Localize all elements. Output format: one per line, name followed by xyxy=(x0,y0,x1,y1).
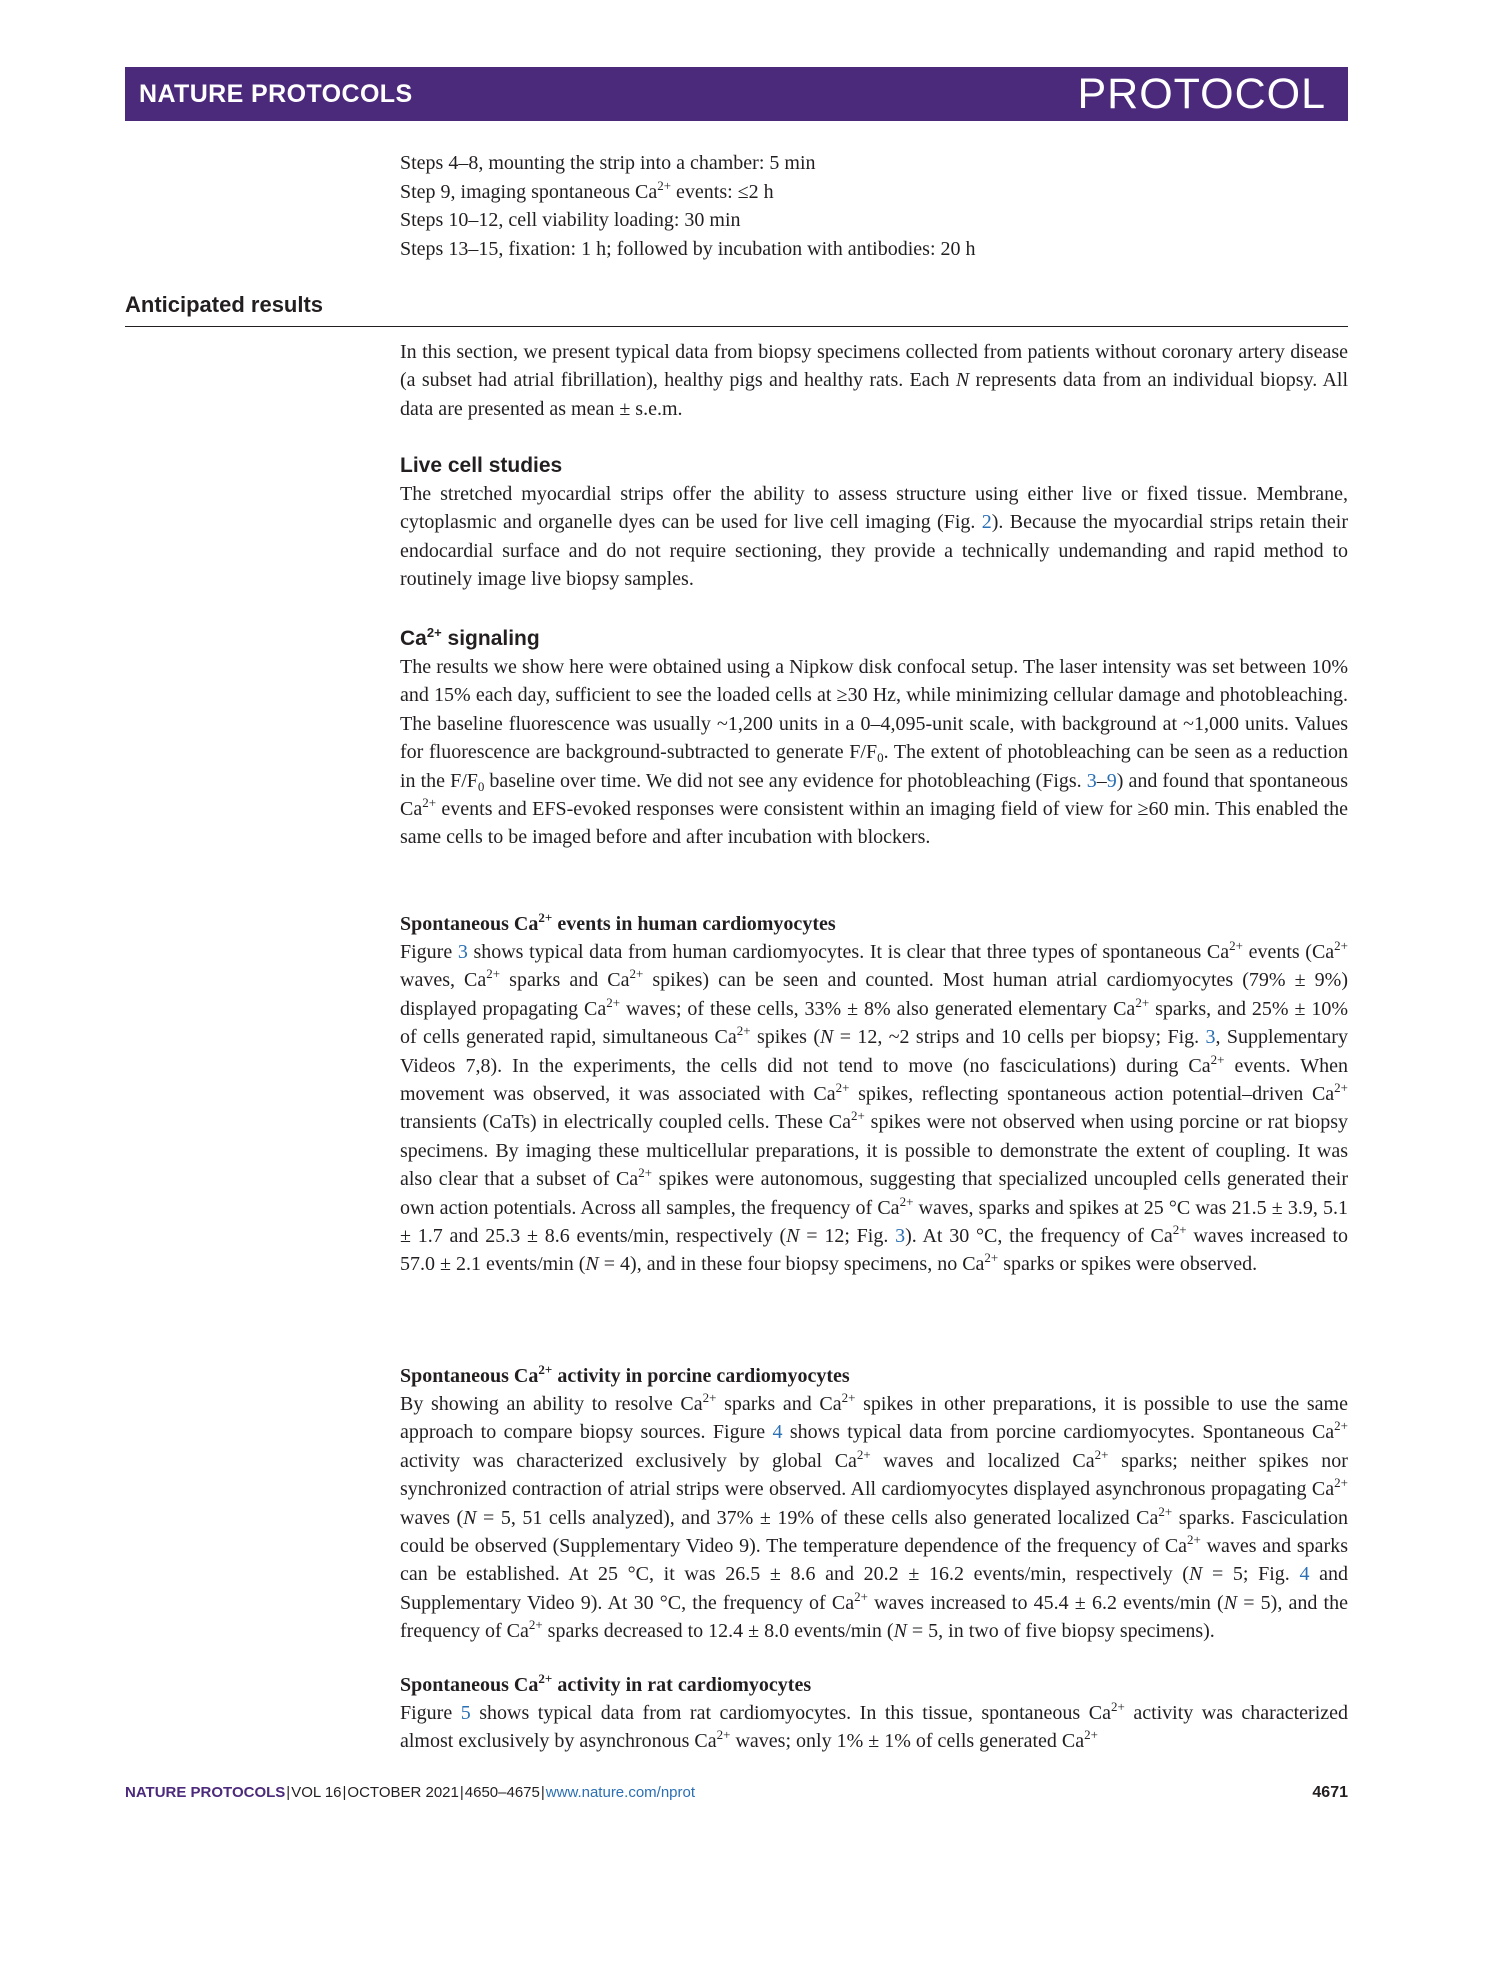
page-number: 4671 xyxy=(1312,1784,1348,1801)
article-type: PROTOCOL xyxy=(1077,70,1326,118)
footer-url-link[interactable]: www.nature.com/nprot xyxy=(545,1784,696,1801)
live-cell-section xyxy=(400,452,1348,594)
live-cell-paragraph: The stretched myocardial strips offer the ability to assess structure using either live or fixed tissue. Membrane, cytoplasmic and organelle dyes can be used for live cell imaging (Fig. 2). Because the myocardial strips retain their endocardial surface and do not require sectioning, they provide a technically undemanding and rapid method to routinely image live biopsy samples. xyxy=(400,483,1349,591)
intro-paragraph: In this section, we present typical data from biopsy specimens collected from patients without coronary artery disease (a subset had atrial fibrillation), healthy pigs and healthy rats. Each N represents data from an individual biopsy. All data are presented as mean ± s.e.m. xyxy=(400,341,1348,420)
footer-date: OCTOBER 2021 xyxy=(347,1784,459,1801)
human-heading: Spontaneous $Ca^{2+}$ events in human cardiomyocytes xyxy=(400,910,836,935)
timing-item: Steps 10–12, cell viability loading: 30 min xyxy=(400,209,741,231)
footer-journal: NATURE PROTOCOLS xyxy=(125,1784,286,1801)
intro-section xyxy=(400,338,1348,423)
porcine-section xyxy=(400,1362,1348,1646)
section-heading: Anticipated results xyxy=(125,292,324,317)
human-section xyxy=(400,910,1348,1279)
rat-section xyxy=(400,1671,1348,1756)
page-footer: NATURE PROTOCOLS|VOL 16|OCTOBER 2021|4650–4675|www.nature.com/nprot 4671 xyxy=(125,1784,1348,1801)
section-divider xyxy=(125,326,1348,327)
rat-paragraph: Figure 5 shows typical data from rat cardiomyocytes. In this tissue, spontaneous $Ca^{2+}$ activity was characterized almost exclusively by asynchronous $Ca^{2+}$ waves; only 1% ± 1% of cells generated $Ca^{2+}$ xyxy=(400,1699,1348,1753)
live-cell-heading: Live cell studies xyxy=(400,454,563,477)
ca-signaling-section xyxy=(400,625,1348,852)
journal-banner xyxy=(125,67,1348,121)
porcine-paragraph: By showing an ability to resolve $Ca^{2+}$ sparks and $Ca^{2+}$ spikes in other preparations, it is possible to use the same approach to compare biopsy sources. Figure 4 shows typical data from porcine cardiomyocytes. Spontaneous $Ca^{2+}$ activity was characterized exclusively by global $Ca^{2+}$ waves and localized $Ca^{2+}$ sparks; neither spikes nor synchronized contraction of atrial strips were observed. All cardiomyocytes displayed asynchronous propagating $Ca^{2+}$ waves (N = 5, 51 cells analyzed), and 37% ± 19% of these cells also generated localized $Ca^{2+}$ sparks. Fasciculation could be observed (Supplementary Video 9). The temperature dependence of the frequency of $Ca^{2+}$ waves and sparks can be established. At 25 °C, it was 26.5 ± 8.6 and 20.2 ± 16.2 events/min, respectively (N = 5; Fig. 4 and Supplementary Video 9). At 30 °C, the frequency of $Ca^{2+}$ waves increased to 45.4 ± 6.2 events/min (N = 5), and the frequency of $Ca^{2+}$ sparks decreased to 12.4 ± 8.0 events/min (N = 5, in two of five biopsy specimens). xyxy=(400,1390,1348,1643)
timing-list xyxy=(400,149,1348,263)
timing-item: Steps 4–8, mounting the strip into a chamber: 5 min xyxy=(400,152,816,174)
ca-signaling-heading: $Ca^{2+}$ signaling xyxy=(400,625,540,650)
timing-item: Steps 13–15, fixation: 1 h; followed by incubation with antibodies: 20 h xyxy=(400,237,976,260)
journal-name: NATURE PROTOCOLS xyxy=(139,80,413,108)
human-paragraph: Figure 3 shows typical data from human cardiomyocytes. It is clear that three types of spontaneous $Ca^{2+}$ events ($Ca^{2+}$ waves, $Ca^{2+}$ sparks and $Ca^{2+}$ spikes) can be seen and counted. Most human atrial cardiomyocytes (79% ± 9%) displayed propagating $Ca^{2+}$ waves; of these cells, 33% ± 8% also generated elementary $Ca^{2+}$ sparks, and 25% ± 10% of cells generated rapid, simultaneous $Ca^{2+}$ spikes (N = 12, ~2 strips and 10 cells per biopsy; Fig. 3, Supplementary Videos 7,8). In the experiments, the cells did not tend to move (no fasciculations) during $Ca^{2+}$ events. When movement was observed, it was associated with $Ca^{2+}$ spikes, reflecting spontaneous action potential–driven $Ca^{2+}$ transients (CaTs) in electrically coupled cells. These $Ca^{2+}$ spikes were not observed when using porcine or rat biopsy specimens. By imaging these multicellular preparations, it is possible to demonstrate the extent of coupling. It was also clear that a subset of $Ca^{2+}$ spikes were autonomous, suggesting that specialized uncoupled cells generated their own action potentials. Across all samples, the frequency of $Ca^{2+}$ waves, sparks and spikes at 25 °C was 21.5 ± 3.9, 5.1 ± 1.7 and 25.3 ± 8.6 events/min, respectively (N = 12; Fig. 3). At 30 °C, the frequency of $Ca^{2+}$ waves increased to 57.0 ± 2.1 events/min (N = 4), and in these four biopsy specimens, no $Ca^{2+}$ sparks or spikes were observed. xyxy=(400,938,1349,1276)
rat-heading: Spontaneous $Ca^{2+}$ activity in rat cardiomyocytes xyxy=(400,1671,812,1696)
ca-signaling-paragraph: The results we show here were obtained using a Nipkow disk confocal setup. The laser intensity was set between 10% and 15% each day, sufficient to see the loaded cells at ≥30 Hz, while minimizing cellular damage and photobleaching. The baseline fluorescence was usually ~1,200 units in a 0–4,095-unit scale, with background at ~1,000 units. Values for fluorescence are background-subtracted to generate $F/F_0$. The extent of photobleaching can be seen as a reduction in the $F/F_0$ baseline over time. We did not see any evidence for photobleaching (Figs. 3–9) and found that spontaneous $Ca^{2+}$ events and EFS-evoked responses were consistent within an imaging field of view for ≥60 min. This enabled the same cells to be imaged before and after incubation with blockers. xyxy=(400,656,1348,849)
footer-volume: VOL 16 xyxy=(291,1784,342,1801)
footer-pages: 4650–4675 xyxy=(464,1784,540,1801)
porcine-heading: Spontaneous $Ca^{2+}$ activity in porcine cardiomyocytes xyxy=(400,1362,850,1387)
timing-item: Step 9, imaging spontaneous $Ca^{2+}$ events: ≤2 h xyxy=(400,177,774,203)
